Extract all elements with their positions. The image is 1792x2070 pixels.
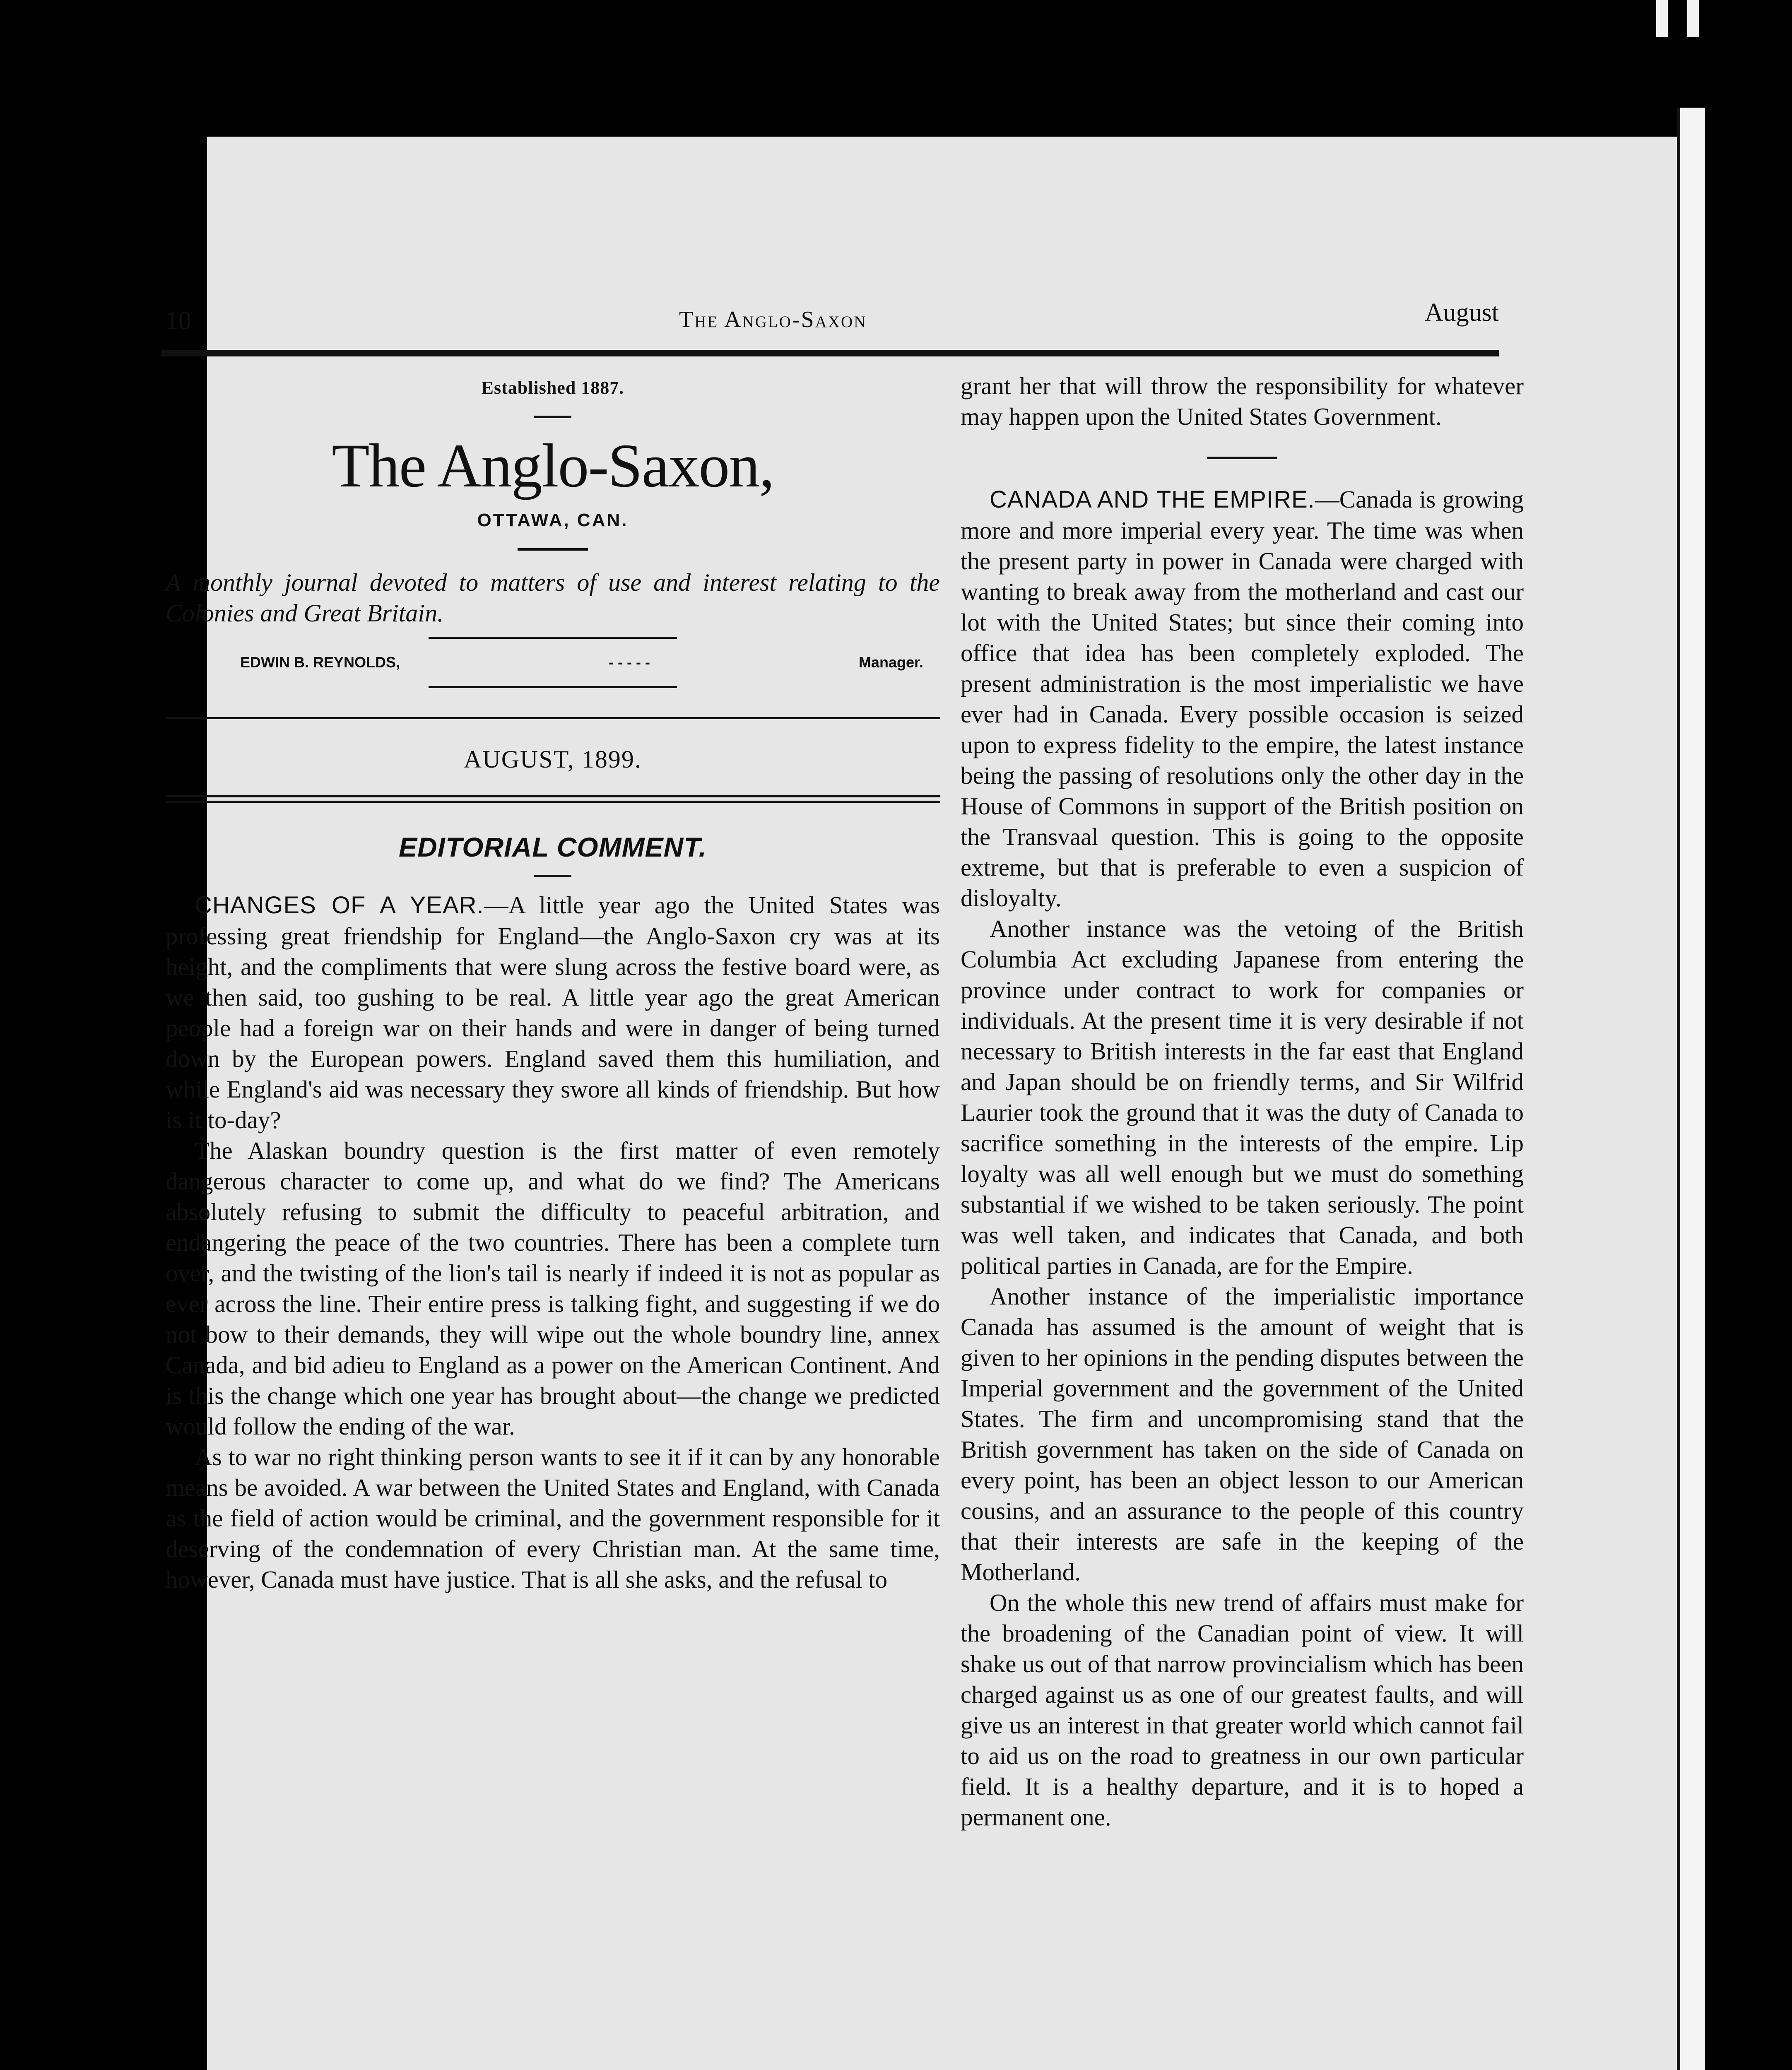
article-lead: CANADA AND THE EMPIRE.: [990, 486, 1315, 513]
running-header: [166, 298, 1499, 344]
masthead-title: The Anglo-Saxon,: [332, 431, 774, 500]
header-rule: [161, 350, 1499, 356]
article-paragraph: Another instance was the vetoing of the British Columbia Act excluding Japanese from entering the province under contract to work for companies or individuals. At the present time it is very desirable if not necessary to British interests in the far east that England and Japan should be on friendly terms, and Sir Wilfrid Laurier took the ground that it was the duty of Canada to sacrifice something in the interests of the empire. Lip loyalty was all well enough but we must do something substantial if we wished to be taken seriously. The point was well taken, and indicates that Canada, and both political parties in Canada, are for the Empire.: [961, 915, 1524, 1279]
article-paragraph: On the whole this new trend of affairs must make for the broadening of the Canadian point of view. It will shake us out of that narrow provincialism which has been charged against us as one of our greatest faults, and will give us an interest in that greater world which cannot fail to aid us on the road to greatness in our own particular field. It is a healthy departure, and it is to hoped a permanent one.: [961, 1589, 1524, 1831]
manager-role: Manager.: [858, 654, 923, 671]
journal-description: A monthly journal devoted to matters of use and interest relating to the Colonies and Great Britain.: [166, 569, 940, 627]
divider: [1207, 457, 1277, 459]
divider: [534, 875, 571, 877]
manager-dashes: - - - - -: [609, 654, 650, 671]
paragraph-text: —Canada is growing more and more imperial every year. The time was when the present party in power in Canada were charged with wanting to break away from the motherland and cast our lot with the United States; but since their coming into office that idea has been completely exploded. The present administration is the most imperialistic we have ever had in Canada. Every possible occasion is seized upon to express fidelity to the empire, the latest instance being the passing of resolutions only the other day in the House of Commons in support of the British position on the Transvaal question. This is going to the opposite extreme, but that is preferable to even a suspicion of disloyalty.: [961, 486, 1524, 912]
page-spine: [1677, 108, 1705, 2070]
divider: [518, 548, 588, 551]
divider: [166, 717, 940, 719]
article-paragraph: Another instance of the imperialistic importance Canada has assumed is the amount of weight that is given to her opinions in the pending disputes between the Imperial government and the government of the United States. The firm and uncompromising stand that the British government has taken on the side of Canada on every point, has been an object lesson to our American cousins, and an assurance to the people of this country that their interests are safe in the keeping of the Motherland.: [961, 1283, 1524, 1586]
header-month: August: [1424, 298, 1499, 327]
divider: [429, 686, 677, 688]
masthead-location: OTTAWA, CAN.: [477, 510, 629, 530]
article-paragraph: As to war no right thinking person wants to see it if it can by any honorable means be avoided. A war between the United States and England, with Canada as the field of action would be criminal, and the government responsible for it deserving of the condemnation of every Christian man. At the same time, however, Canada must have justice. That is all she asks, and the refusal to: [166, 1443, 940, 1593]
divider: [429, 637, 677, 639]
film-edge-mark: [1656, 0, 1668, 37]
film-edge-mark: [1687, 0, 1699, 37]
divider: [534, 416, 571, 418]
manager-line: [240, 647, 923, 678]
article-paragraph: The Alaskan boundry question is the first matter of even remotely dangerous character to come up, and what do we find? The Americans absolutely refusing to submit the difficulty to peaceful arbitration, and endangering the peace of the two countries. There has been a complete turn over, and the twisting of the lion's tail is nearly if indeed it is not as popular as ever across the line. Their entire press is talking fight, and suggesting if we do not bow to their demands, they will wipe out the whole boundry line, annex Canada, and bid adieu to England as a power on the American Continent. And is this the change which one year has brought about—the change we predicted would follow the ending of the war.: [166, 1137, 940, 1440]
article-lead: CHANGES OF A YEAR.: [195, 892, 484, 919]
left-column: [166, 373, 940, 1595]
established-line: Established 1887.: [481, 378, 624, 398]
section-heading: EDITORIAL COMMENT.: [399, 832, 707, 862]
divider: [166, 801, 940, 803]
running-title: The Anglo-Saxon: [679, 307, 867, 332]
article-paragraph: grant her that will throw the responsibility for whatever may happen upon the United States Government.: [961, 372, 1524, 430]
divider: [166, 795, 940, 797]
article-paragraph: [166, 890, 940, 1135]
page-number: 10: [166, 307, 191, 335]
article-paragraph: [961, 484, 1524, 913]
issue-date: AUGUST, 1899.: [464, 746, 642, 773]
paragraph-text: —A little year ago the United States was professing great friendship for England—the Anglo-Saxon cry was at its height, and the compliments that were slung across the festive board were, as we then said, too gushing to be real. A little year ago the great American people had a foreign war on their hands and were in danger of being turned down by the European powers. England saved them this humiliation, and while England's aid was necessary they swore all kinds of friendship. But how is it to-day?: [166, 891, 940, 1134]
right-column: [961, 371, 1524, 1832]
manager-name: EDWIN B. REYNOLDS,: [240, 654, 400, 671]
